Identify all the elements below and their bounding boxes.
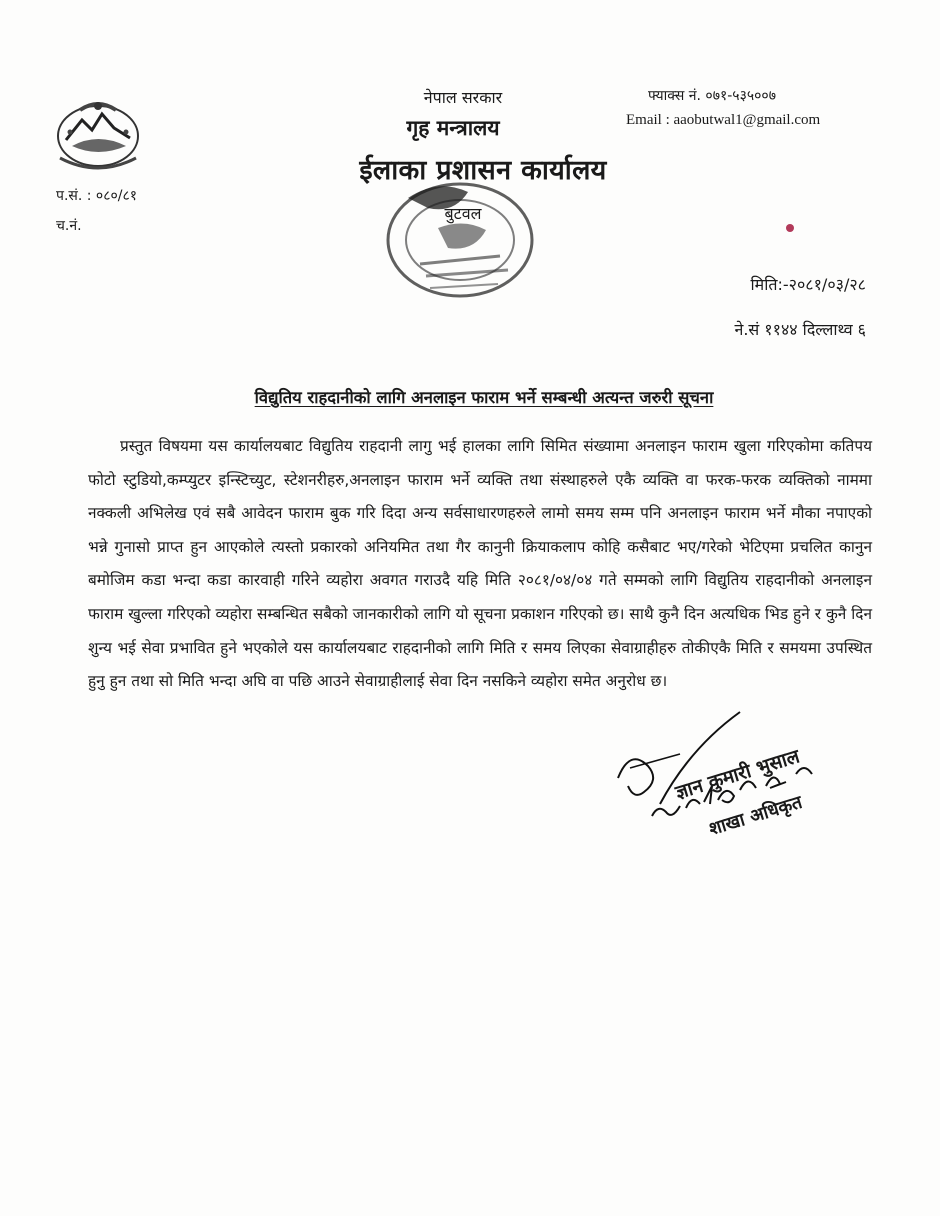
letter-date: मिति:-२०८१/०३/२८ (750, 275, 866, 294)
fax-number: फ्याक्स नं. ०७१-५३५००७ (648, 88, 776, 104)
signatory-name: ज्ञान कुमारी भुसाल (672, 745, 803, 804)
office-seal-stamp (368, 168, 546, 304)
nepal-emblem-icon (50, 92, 146, 172)
signatory-title: शाखा अधिकृत (706, 791, 805, 840)
government-name: नेपाल सरकार (423, 88, 503, 107)
ink-speck (786, 224, 794, 232)
nepal-sambat-date: ने.सं ११४४ दिल्लाथ्व ६ (734, 320, 866, 339)
dispatch-number: च.नं. (56, 218, 82, 234)
notice-subject: विद्युतिय राहदानीको लागि अनलाइन फाराम भर्ने सम्बन्धी अत्यन्त जरुरी सूचना (254, 388, 714, 407)
ministry-name: गृह मन्त्रालय (406, 116, 500, 140)
notice-body: प्रस्तुत विषयमा यस कार्यालयबाट विद्युतिय राहदानी लागु भई हालका लागि सिमित संख्यामा अनलाइन फाराम खुला गरिएकोमा कतिपय फोटो स्टुडियो,कम्प्युटर इन्स्टिच्युट, स्टेशनरीहरु,अनलाइन फाराम भर्ने व्यक्ति तथा संस्थाहरुले एकै व्यक्ति वा फरक-फरक व्यक्तिको नाममा नक्कली अभिलेख एवं सबै आवेदन फाराम बुक गरि दिदा अन्य सर्वसाधारणहरुले लामो समय सम्म पनि अनलाइन फाराम भर्ने मौका नपाएको भन्ने गुनासो प्राप्त हुन आएकोले त्यस्तो प्रकारको अनियमित तथा गैर कानुनी क्रियाकलाप कोहि कसैबाट भए/गरेको भेटिएमा प्रचलित कानुन बमोजिम कडा भन्दा कडा कारवाही गरिने व्यहोरा अवगत गराउदै यहि मिति २०८१/०४/०४ गते सम्मको लागि विद्युतिय राहदानीको अनलाइन फाराम खुल्ला गरिएको व्यहोरा सम्बन्धित सबैको जानकारीको लागि यो सूचना प्रकाशन गरिएको छ। साथै कुनै दिन अत्यधिक भिड हुने र कुनै दिन शुन्य भई सेवा प्रभावित हुने भएकोले यस कार्यालयबाट राहदानीको लागि मिति र समय लिएका सेवाग्राहीहरु तोकीएकै मिति र समयमा उपस्थित हुनु हुन तथा सो मिति भन्दा अघि वा पछि आउने सेवाग्राहीलाई सेवा दिन नसकिने व्यहोरा समेत अनुरोध छ। (88, 437, 872, 691)
email-address: Email : aaobutwal1@gmail.com (626, 112, 821, 128)
office-name: ईलाका प्रशासन कार्यालय (359, 155, 607, 186)
office-location: बुटवल (444, 204, 482, 223)
letter-number: प.सं. : ०८०/८१ (56, 188, 138, 204)
